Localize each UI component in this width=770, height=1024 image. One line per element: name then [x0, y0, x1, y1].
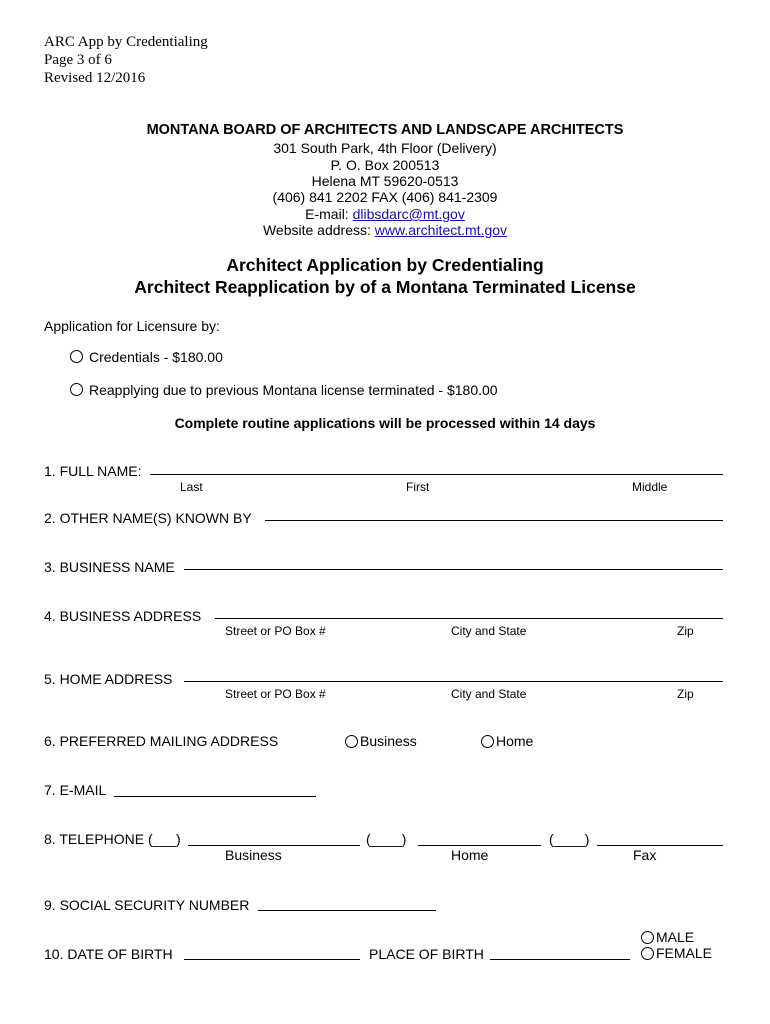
- board-address-3: Helena MT 59620-0513: [311, 173, 459, 189]
- page-title-line-2: Architect Reapplication by of a Montana Terminated License: [134, 277, 636, 297]
- option-credentials-label: Credentials - $180.00: [89, 349, 223, 365]
- telephone-home-input-line[interactable]: [418, 845, 541, 846]
- website-link[interactable]: www.architect.mt.gov: [374, 222, 508, 238]
- business-name-input-line[interactable]: [184, 569, 723, 570]
- website-label: Website address:: [262, 222, 375, 238]
- doc-header-revised: Revised 12/2016: [44, 70, 146, 86]
- processing-note: Complete routine applications will be processed within 14 days: [174, 415, 596, 431]
- business-address-sub-zip: Zip: [677, 624, 694, 638]
- radio-female[interactable]: [641, 947, 654, 960]
- full-name-sub-last: Last: [180, 480, 203, 494]
- doc-header-page: Page 3 of 6: [44, 52, 112, 68]
- application-intro: Application for Licensure by:: [44, 318, 220, 334]
- page-title-line-1: Architect Application by Credentialing: [226, 255, 544, 275]
- radio-male[interactable]: [641, 931, 654, 944]
- full-name-sub-first: First: [406, 480, 430, 494]
- doc-header-title: ARC App by Credentialing: [44, 34, 208, 50]
- business-address-sub-city: City and State: [451, 624, 527, 638]
- telephone-home-area: (____): [366, 831, 407, 847]
- board-phone-fax: (406) 841 2202 FAX (406) 841-2309: [272, 189, 498, 205]
- pob-label: PLACE OF BIRTH: [369, 946, 484, 962]
- telephone-sub-home: Home: [451, 847, 489, 863]
- radio-reapplying[interactable]: [70, 383, 83, 396]
- option-reapplying-label: Reapplying due to previous Montana license terminated - $180.00: [89, 382, 498, 398]
- full-name-label: 1. FULL NAME:: [44, 463, 142, 479]
- business-name-label: 3. BUSINESS NAME: [44, 559, 175, 575]
- dob-input-line[interactable]: [184, 959, 360, 960]
- dob-label: 10. DATE OF BIRTH: [44, 946, 173, 962]
- home-address-sub-street: Street or PO Box #: [225, 687, 326, 701]
- email-field-label: 7. E-MAIL: [44, 782, 107, 798]
- telephone-fax-input-line[interactable]: [597, 845, 723, 846]
- telephone-sub-business: Business: [225, 847, 282, 863]
- radio-credentials[interactable]: [70, 350, 83, 363]
- telephone-business-input-line[interactable]: [188, 845, 360, 846]
- mailing-address-label: 6. PREFERRED MAILING ADDRESS: [44, 733, 279, 749]
- business-address-input-line[interactable]: [215, 618, 723, 619]
- board-address-1: 301 South Park, 4th Floor (Delivery): [273, 140, 497, 156]
- telephone-sub-fax: Fax: [633, 847, 657, 863]
- business-address-sub-street: Street or PO Box #: [225, 624, 326, 638]
- business-address-label: 4. BUSINESS ADDRESS: [44, 608, 202, 624]
- full-name-sub-middle: Middle: [632, 480, 668, 494]
- mailing-home-label: Home: [496, 733, 534, 749]
- ssn-input-line[interactable]: [258, 910, 436, 911]
- home-address-input-line[interactable]: [184, 681, 723, 682]
- pob-input-line[interactable]: [490, 959, 630, 960]
- board-name: MONTANA BOARD OF ARCHITECTS AND LANDSCAPE ARCHITECTS: [146, 122, 624, 138]
- home-address-label: 5. HOME ADDRESS: [44, 671, 173, 687]
- female-label: FEMALE: [656, 945, 713, 961]
- email-input-line[interactable]: [114, 796, 316, 797]
- mailing-business-label: Business: [360, 733, 417, 749]
- ssn-label: 9. SOCIAL SECURITY NUMBER: [44, 897, 250, 913]
- board-email-line: [0, 206, 770, 222]
- email-link[interactable]: dlibsdarc@mt.gov: [352, 206, 465, 222]
- board-address-2: P. O. Box 200513: [330, 157, 440, 173]
- male-label: MALE: [656, 929, 695, 945]
- home-address-sub-zip: Zip: [677, 687, 694, 701]
- full-name-input-line[interactable]: [150, 474, 723, 475]
- radio-mailing-business[interactable]: [345, 735, 358, 748]
- telephone-label: 8. TELEPHONE (___): [44, 831, 181, 847]
- other-names-input-line[interactable]: [265, 520, 723, 521]
- radio-mailing-home[interactable]: [481, 735, 494, 748]
- home-address-sub-city: City and State: [451, 687, 527, 701]
- board-website-line: [0, 222, 770, 238]
- other-names-label: 2. OTHER NAME(S) KNOWN BY: [44, 510, 252, 526]
- telephone-fax-area: (____): [549, 831, 590, 847]
- email-label: E-mail:: [305, 206, 353, 222]
